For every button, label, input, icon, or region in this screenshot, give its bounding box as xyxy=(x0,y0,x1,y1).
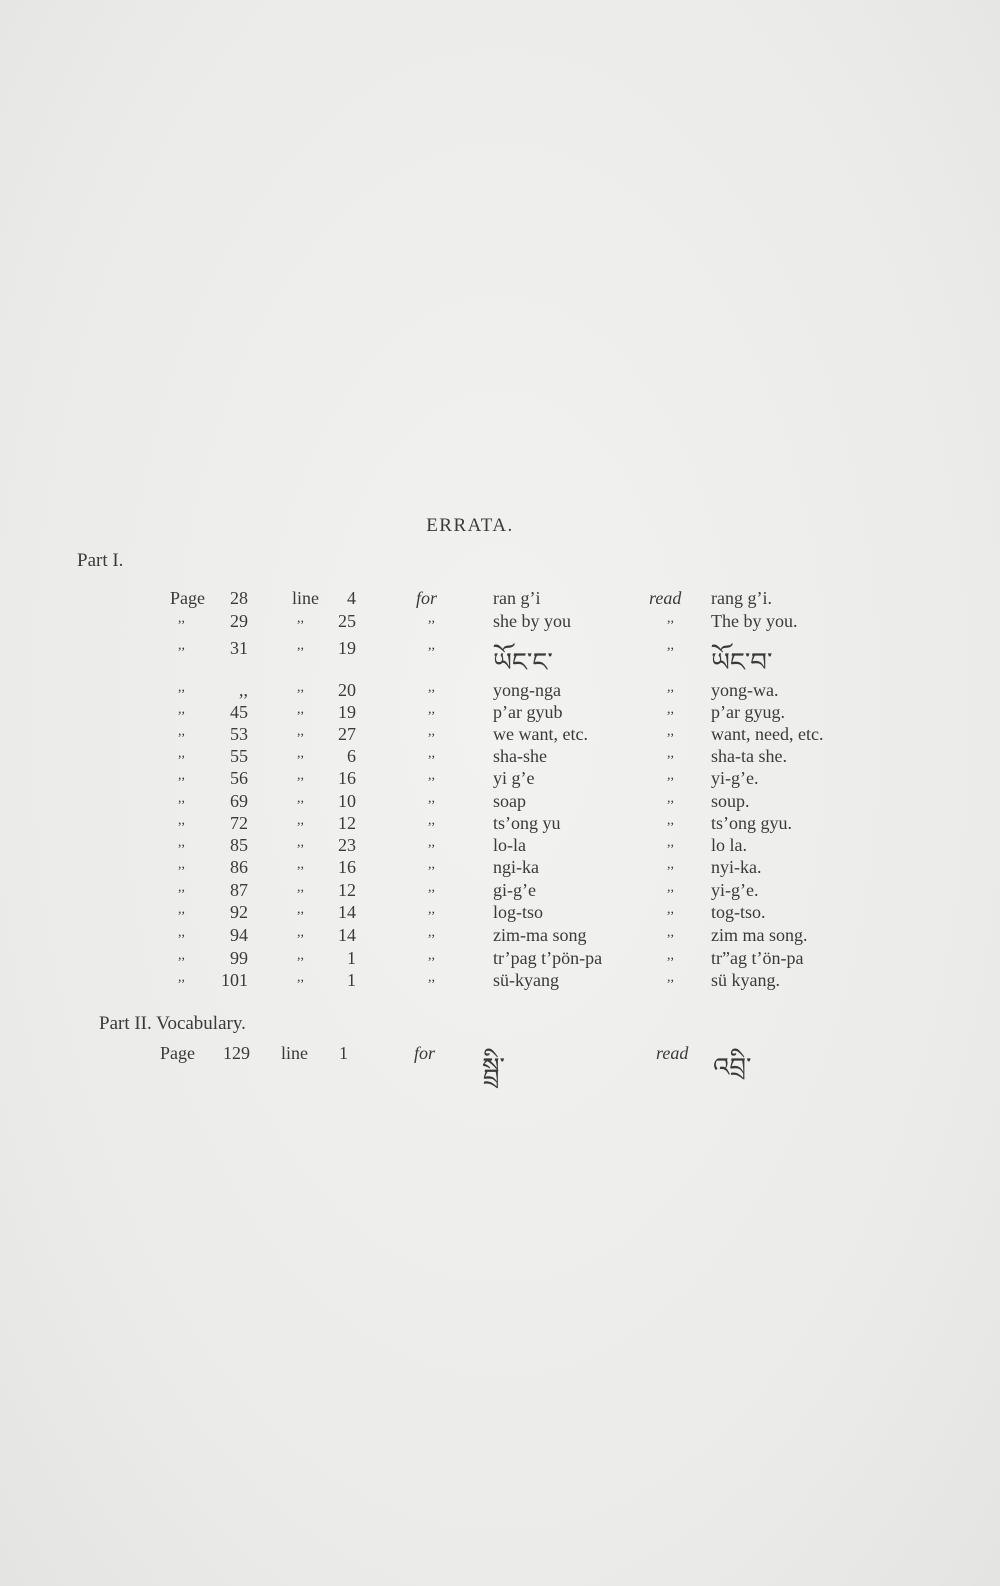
correct-text: tog-tso. xyxy=(711,902,766,922)
for-label: for xyxy=(414,1043,436,1063)
line-ditto: ,, xyxy=(297,925,304,940)
wrong-text: yong-nga xyxy=(493,680,561,700)
correct-text: yi-g’e. xyxy=(711,880,759,900)
line-number: 14 xyxy=(338,925,356,945)
line-ditto: ,, xyxy=(297,724,304,739)
read-ditto: ,, xyxy=(667,702,674,717)
line-number: 23 xyxy=(338,835,356,855)
wrong-text: soap xyxy=(493,791,526,811)
line-ditto: ,, xyxy=(297,746,304,761)
page-number: 29 xyxy=(230,611,248,631)
read-ditto: ,, xyxy=(667,925,674,940)
correct-text: The by you. xyxy=(711,611,798,631)
correct-text: p’ar gyug. xyxy=(711,702,785,722)
wrong-text: lo-la xyxy=(493,835,526,855)
correct-text: sha-ta she. xyxy=(711,746,787,766)
line-number: 1 xyxy=(339,1043,348,1063)
for-ditto: ,, xyxy=(428,702,435,717)
correct-text: ts’ong gyu. xyxy=(711,813,792,833)
read-ditto: ,, xyxy=(667,813,674,828)
for-ditto: ,, xyxy=(428,880,435,895)
correct-text: འབྲི་ xyxy=(713,1053,752,1082)
wrong-text: sü-kyang xyxy=(493,970,559,990)
correct-text: ཡོང་བ་ xyxy=(711,648,773,677)
page-ditto: ,, xyxy=(178,702,185,717)
line-number: 16 xyxy=(338,857,356,877)
page-ditto: ,, xyxy=(178,680,185,695)
line-ditto: ,, xyxy=(297,902,304,917)
for-ditto: ,, xyxy=(428,724,435,739)
correct-text: tr”ag t’ön-pa xyxy=(711,948,804,968)
for-ditto: ,, xyxy=(428,680,435,695)
page-number: 56 xyxy=(230,768,248,788)
page-number: 99 xyxy=(230,948,248,968)
correct-text: want, need, etc. xyxy=(711,724,824,744)
correct-text: zim ma song. xyxy=(711,925,808,945)
line-ditto: ,, xyxy=(297,638,304,653)
page-ditto: ,, xyxy=(178,724,185,739)
correct-text: soup. xyxy=(711,791,750,811)
page-ditto: ,, xyxy=(178,902,185,917)
read-ditto: ,, xyxy=(667,611,674,626)
for-ditto: ,, xyxy=(428,925,435,940)
for-ditto: ,, xyxy=(428,948,435,963)
read-ditto: ,, xyxy=(667,680,674,695)
for-ditto: ,, xyxy=(428,638,435,653)
correct-text: sü kyang. xyxy=(711,970,780,990)
page-ditto: ,, xyxy=(178,813,185,828)
correct-text: lo la. xyxy=(711,835,747,855)
for-ditto: ,, xyxy=(428,902,435,917)
page-ditto: ,, xyxy=(178,970,185,985)
line-number: 27 xyxy=(338,724,356,744)
read-ditto: ,, xyxy=(667,638,674,653)
line-ditto: ,, xyxy=(297,970,304,985)
read-ditto: ,, xyxy=(667,768,674,783)
line-number: 4 xyxy=(347,588,356,608)
line-ditto: ,, xyxy=(297,835,304,850)
line-number: 16 xyxy=(338,768,356,788)
read-label: read xyxy=(656,1043,689,1063)
line-number: 12 xyxy=(338,813,356,833)
line-ditto: ,, xyxy=(297,857,304,872)
for-ditto: ,, xyxy=(428,611,435,626)
page-ditto: ,, xyxy=(178,768,185,783)
page-ditto: ,, xyxy=(178,746,185,761)
wrong-text: gi-g’e xyxy=(493,880,536,900)
wrong-text: ts’ong yu xyxy=(493,813,561,833)
read-ditto: ,, xyxy=(667,746,674,761)
page-number: 92 xyxy=(230,902,248,922)
page-ditto: ,, xyxy=(178,835,185,850)
correct-text: yong-wa. xyxy=(711,680,779,700)
line-number: 20 xyxy=(338,680,356,700)
line-number: 10 xyxy=(338,791,356,811)
line-label: line xyxy=(292,588,319,608)
line-ditto: ,, xyxy=(297,813,304,828)
line-ditto: ,, xyxy=(297,948,304,963)
line-ditto: ,, xyxy=(297,702,304,717)
page-label: Page xyxy=(170,588,205,608)
page-ditto: ,, xyxy=(178,857,185,872)
wrong-text: tr’pag t’pön-pa xyxy=(493,948,603,968)
read-label: read xyxy=(649,588,682,608)
page-number: 85 xyxy=(230,835,248,855)
page-ditto: ,, xyxy=(178,948,185,963)
page-number: 72 xyxy=(230,813,248,833)
line-number: 6 xyxy=(347,746,356,766)
line-label: line xyxy=(281,1043,308,1063)
wrong-text: ཡོང་ང་ xyxy=(493,648,553,677)
page-label: Page xyxy=(160,1043,195,1063)
line-number: 1 xyxy=(347,948,356,968)
page-number: 55 xyxy=(230,746,248,766)
page-number: ,, xyxy=(239,680,248,700)
page-number: 101 xyxy=(221,970,248,990)
for-ditto: ,, xyxy=(428,791,435,806)
read-ditto: ,, xyxy=(667,948,674,963)
page-number: 129 xyxy=(223,1043,250,1063)
wrong-text: sha-she xyxy=(493,746,547,766)
for-ditto: ,, xyxy=(428,746,435,761)
for-ditto: ,, xyxy=(428,813,435,828)
correct-text: nyi-ka. xyxy=(711,857,762,877)
wrong-text: yi g’e xyxy=(493,768,535,788)
part1-heading: Part I. xyxy=(77,550,124,571)
read-ditto: ,, xyxy=(667,835,674,850)
line-number: 12 xyxy=(338,880,356,900)
read-ditto: ,, xyxy=(667,791,674,806)
wrong-text: སྦྲི་ xyxy=(482,1053,506,1082)
for-label: for xyxy=(416,588,438,608)
wrong-text: log-tso xyxy=(493,902,544,922)
errata-title: ERRATA. xyxy=(426,515,514,536)
line-ditto: ,, xyxy=(297,791,304,806)
line-number: 1 xyxy=(347,970,356,990)
for-ditto: ,, xyxy=(428,835,435,850)
page-ditto: ,, xyxy=(178,925,185,940)
line-ditto: ,, xyxy=(297,880,304,895)
correct-text: yi-g’e. xyxy=(711,768,759,788)
page-ditto: ,, xyxy=(178,791,185,806)
for-ditto: ,, xyxy=(428,857,435,872)
wrong-text: zim-ma song xyxy=(493,925,587,945)
read-ditto: ,, xyxy=(667,970,674,985)
read-ditto: ,, xyxy=(667,724,674,739)
read-ditto: ,, xyxy=(667,880,674,895)
line-number: 25 xyxy=(338,611,356,631)
page-number: 53 xyxy=(230,724,248,744)
page-ditto: ,, xyxy=(178,638,185,653)
page-number: 28 xyxy=(230,588,248,608)
wrong-text: we want, etc. xyxy=(493,724,588,744)
line-ditto: ,, xyxy=(297,768,304,783)
part2-heading: Part II. Vocabulary. xyxy=(99,1013,246,1034)
for-ditto: ,, xyxy=(428,768,435,783)
page-ditto: ,, xyxy=(178,611,185,626)
wrong-text: p’ar gyub xyxy=(493,702,563,722)
read-ditto: ,, xyxy=(667,902,674,917)
page-number: 94 xyxy=(230,925,248,945)
read-ditto: ,, xyxy=(667,857,674,872)
page-number: 45 xyxy=(230,702,248,722)
correct-text: rang g’i. xyxy=(711,588,772,608)
line-number: 19 xyxy=(338,702,356,722)
line-ditto: ,, xyxy=(297,680,304,695)
page-number: 87 xyxy=(230,880,248,900)
page-ditto: ,, xyxy=(178,880,185,895)
line-number: 19 xyxy=(338,638,356,658)
wrong-text: she by you xyxy=(493,611,571,631)
page-number: 86 xyxy=(230,857,248,877)
page-number: 69 xyxy=(230,791,248,811)
wrong-text: ran g’i xyxy=(493,588,541,608)
for-ditto: ,, xyxy=(428,970,435,985)
wrong-text: ngi-ka xyxy=(493,857,539,877)
page-number: 31 xyxy=(230,638,248,658)
line-ditto: ,, xyxy=(297,611,304,626)
line-number: 14 xyxy=(338,902,356,922)
